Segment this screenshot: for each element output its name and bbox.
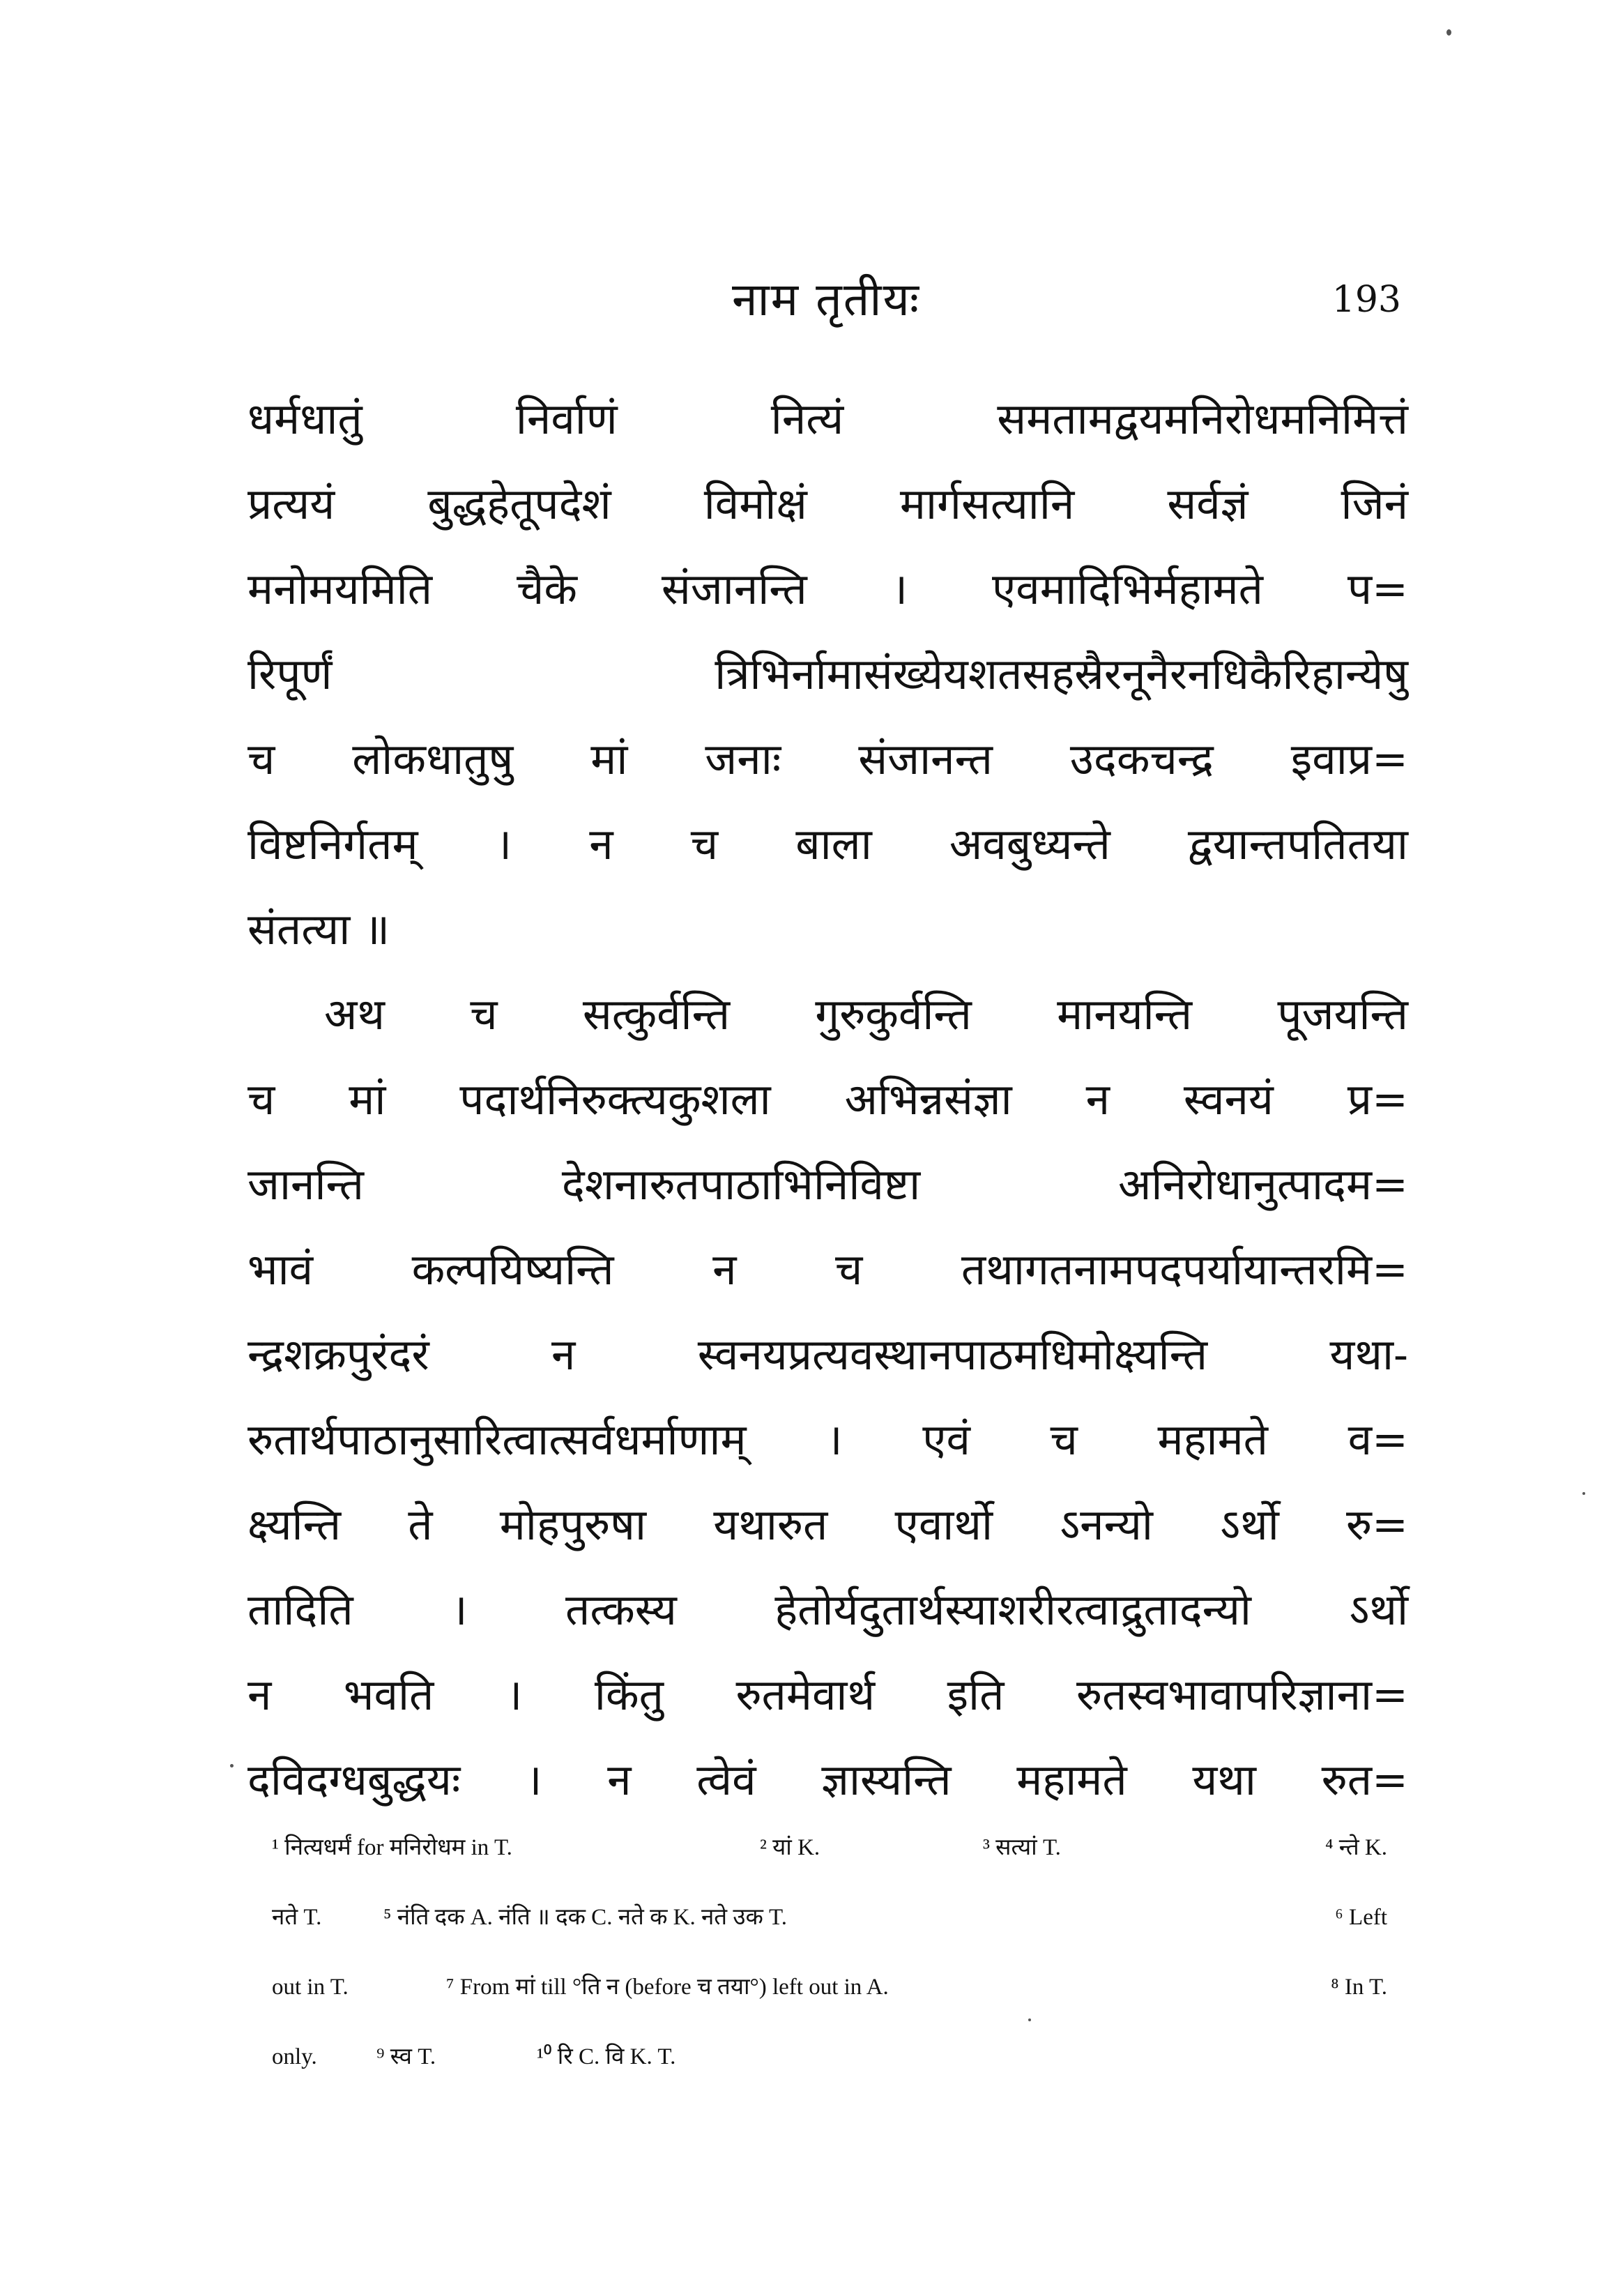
paper-speck [230,1764,234,1767]
footnote: ⁷ From मां till °ति न (before च तया°) left out in A. [446,1975,889,2000]
text-line: जानन्ति देशनारुतपाठाभिनिविष्टा अनिरोधानुत्पादम= [247,1159,1408,1210]
chapter-title: नाम तृतीयः [731,273,921,326]
paragraph-start-line: अथ च सत्कुर्वन्ति गुरुकुर्वन्ति मानयन्ति पूजयन्ति [324,989,1408,1040]
text-line: विष्टनिर्गतम् । न च बाला अवबुध्यन्ते द्वयान्तपतितया [247,819,1408,869]
text-line: दविदग्धबुद्धयः । न त्वेवं ज्ञास्यन्ति महामते यथा रुत= [247,1754,1408,1805]
text-line: मनोमयमिति चैके संजानन्ति । एवमादिभिर्महामते प= [247,563,1408,614]
footnote: ⁶ Left [1335,1905,1387,1930]
footnote: ³ सत्यां T. [983,1835,1061,1860]
footnote: ⁵ नंति दक A. नंति ॥ दक C. नते क K. नते उक T. [383,1905,788,1930]
sanskrit-text-block [247,377,1408,1823]
footnote: ¹ नित्यधर्मं for मनिरोधम in T. [272,1835,512,1860]
text-line: च लोकधातुषु मां जनाः संजानन्त उदकचन्द्र इवाप्र= [247,733,1408,784]
footnote-line [272,1883,1415,1952]
text-line: भावं कल्पयिष्यन्ति न च तथागतनामपदपर्यायान्तरमि= [247,1244,1408,1295]
text-line: न्द्रशक्रपुरंदरं न स्वनयप्रत्यवस्थानपाठमधिमोक्ष्यन्ति यथा- [247,1329,1408,1380]
paragraph-end-line: संतत्या ॥ [247,904,390,955]
footnote: out in T. [272,1975,349,2000]
text-line: धर्मधातुं निर्वाणं नित्यं समतामद्वयमनिरोधमनिमित्तं [247,393,1408,444]
text-line: प्रत्ययं बुद्धहेतूपदेशं विमोक्षं मार्गसत्यानि सर्वज्ञं जिनं [247,478,1408,529]
footnotes [272,1813,1415,2092]
paper-speck [1582,1492,1585,1495]
footnote: नते T. [272,1905,322,1930]
footnote: ⁸ In T. [1331,1975,1387,2000]
running-head [251,265,1401,335]
text-line: च मां पदार्थनिरुक्त्यकुशला अभिन्नसंज्ञा न स्वनयं प्र= [247,1074,1408,1125]
text-line: न भवति । किंतु रुतमेवार्थ इति रुतस्वभावापरिज्ञाना= [247,1669,1408,1720]
footnote: ⁹ स्व T. [376,2044,436,2069]
footnote-line [272,1952,1415,2022]
footnote-line [272,2022,1415,2092]
footnote: ⁴ न्ते K. [1324,1835,1387,1860]
footnote: only. [272,2044,317,2069]
footnote: ¹⁰ रि C. वि K. T. [537,2044,676,2069]
footnote: ² यां K. [760,1835,820,1860]
text-line: रिपूर्णं त्रिभिर्नामासंख्येयशतसहस्रैरनूनैरनधिकैरिहान्येषु [247,648,1408,699]
page-number: 193 [1331,279,1401,321]
text-line: तादिति । तत्कस्य हेतोर्यदुतार्थस्याशरीरत्वाद्रुतादन्यो ऽर्थो [247,1584,1408,1635]
text-line: रुतार्थपाठानुसारित्वात्सर्वधर्माणाम् । एवं च महामते व= [247,1414,1408,1465]
paper-speck [1028,2018,1031,2021]
footnote-line [272,1813,1415,1883]
text-line: क्ष्यन्ति ते मोहपुरुषा यथारुत एवार्थो ऽनन्यो ऽर्थो रु= [247,1499,1408,1550]
paper-speck [1446,29,1451,36]
